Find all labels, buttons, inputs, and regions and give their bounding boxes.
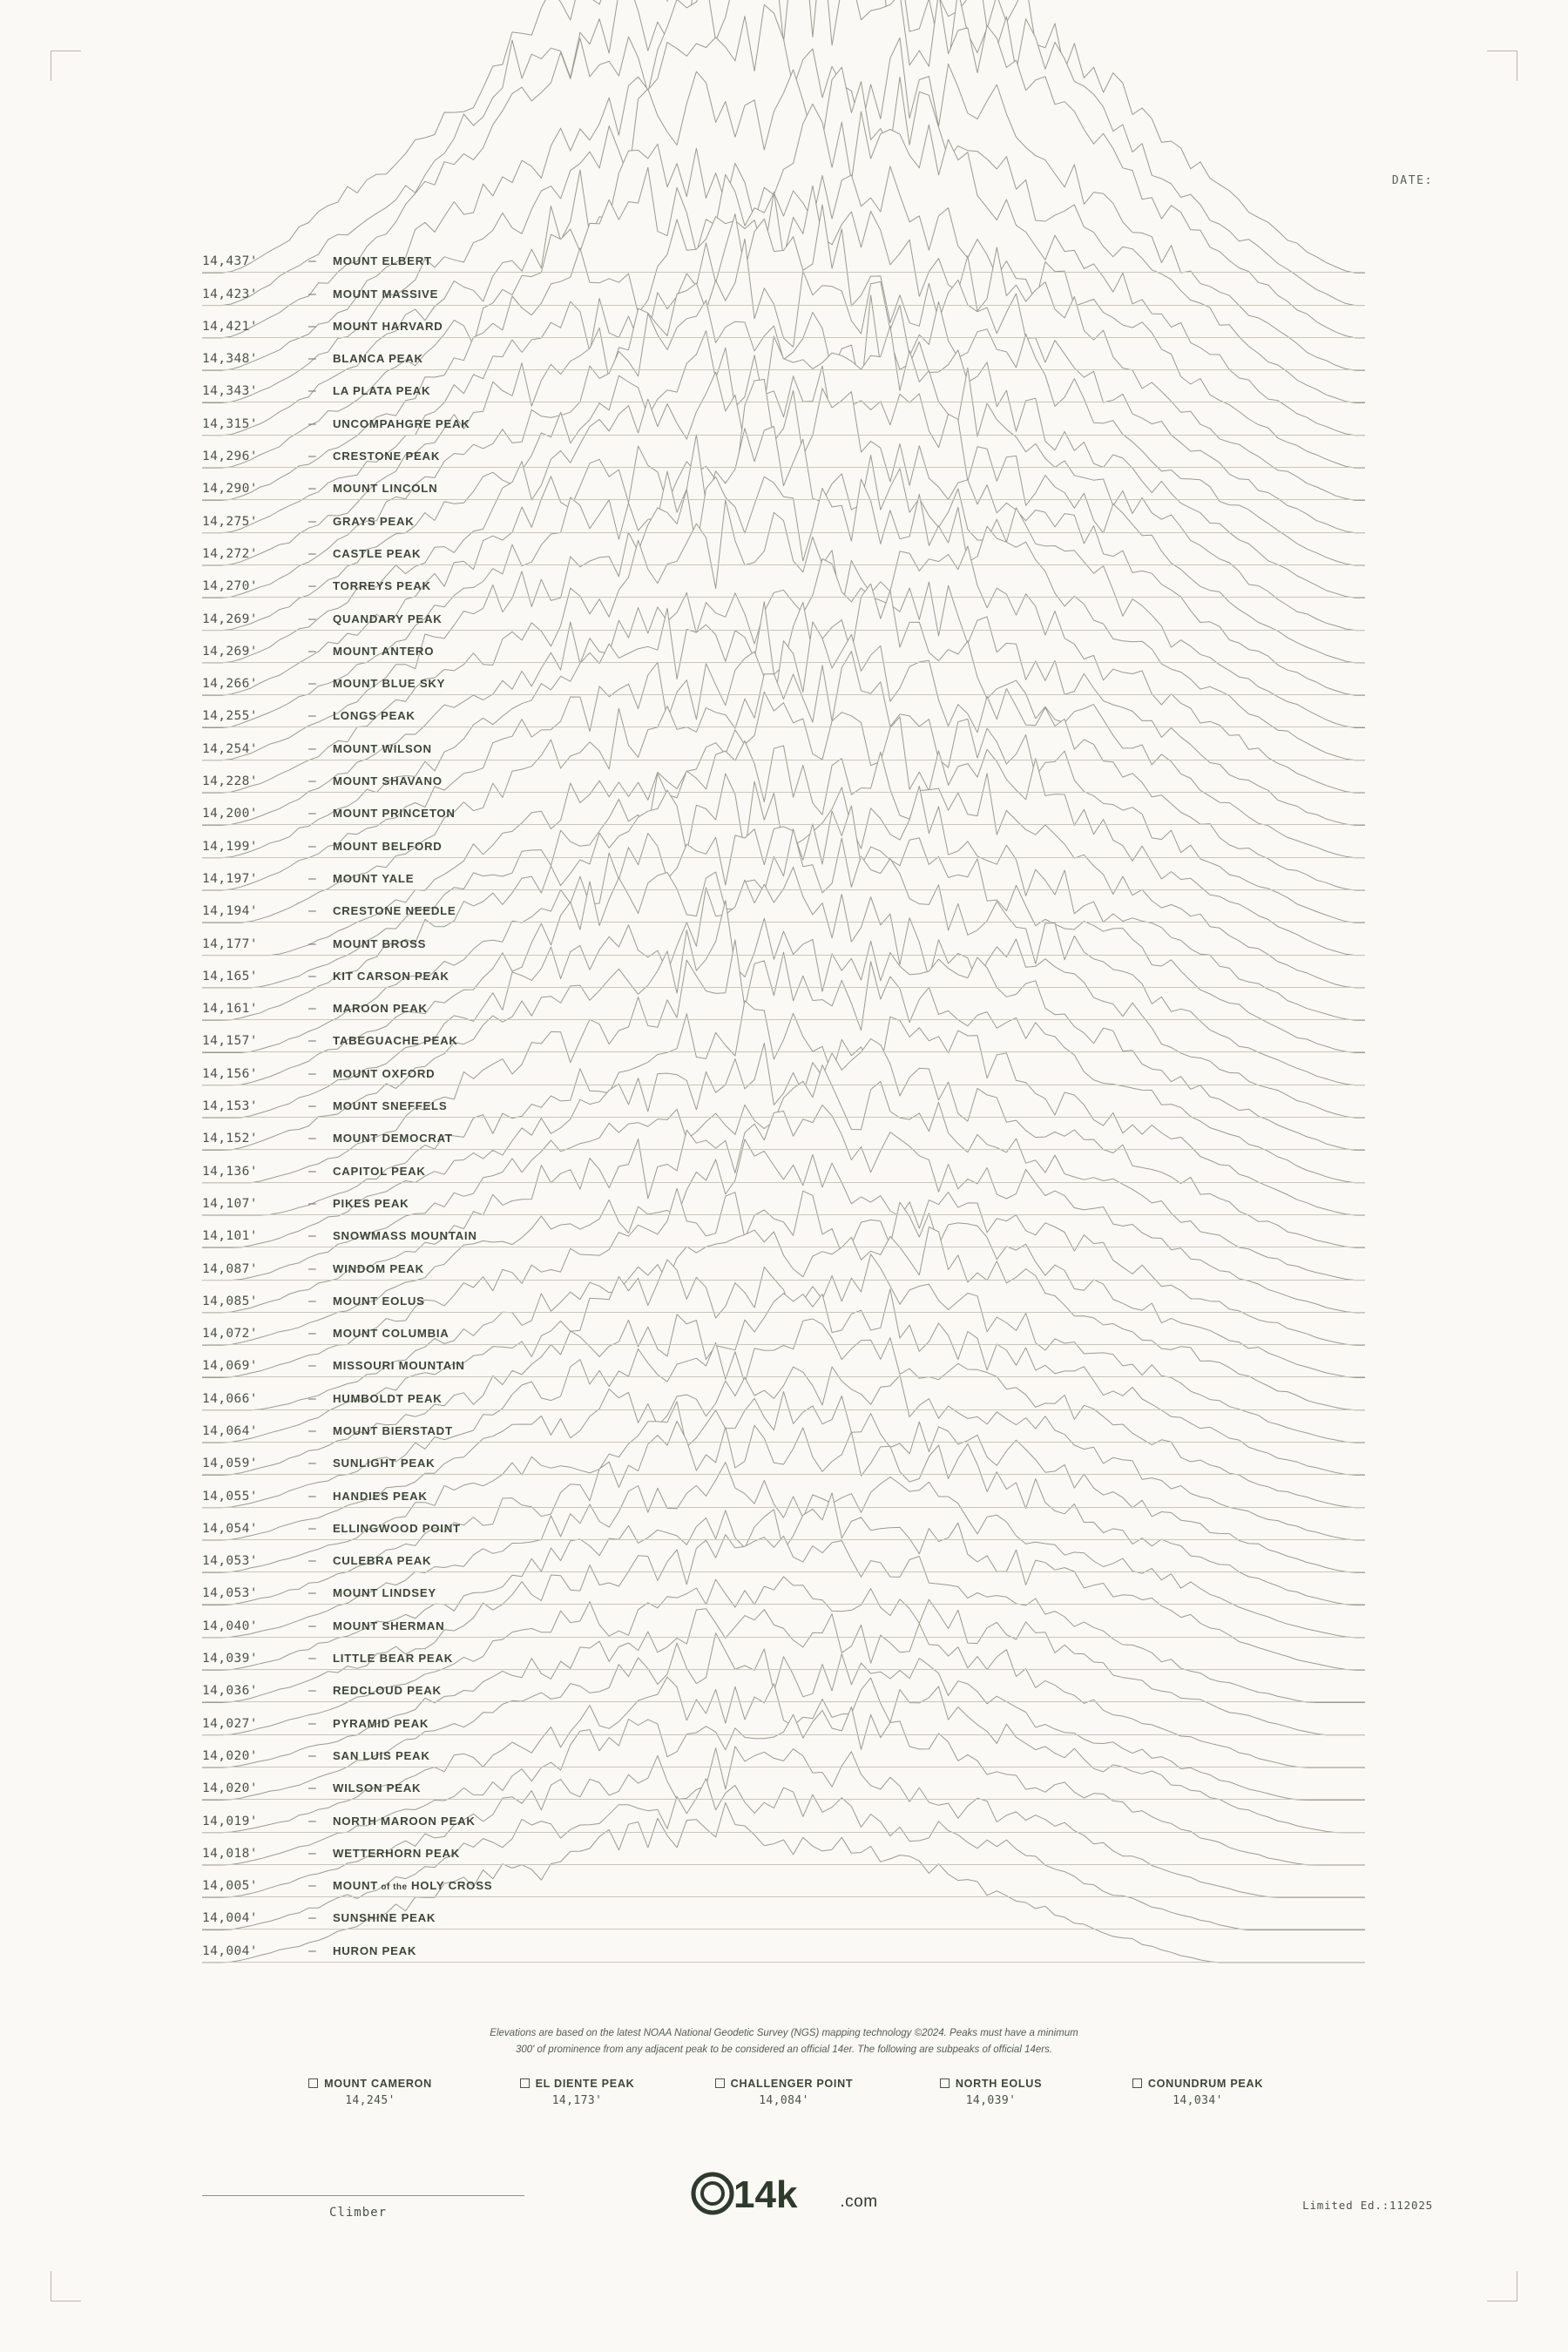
peak-elevation: 14,161': [202, 1002, 258, 1017]
row-dash: —: [308, 1846, 316, 1861]
peak-name: MOUNT ANTERO: [333, 644, 435, 658]
crop-mark-top-left: [51, 51, 81, 81]
table-row: [202, 1735, 1365, 1767]
table-row: [202, 240, 1365, 273]
table-row: [202, 1605, 1365, 1637]
subpeak-label: CONUNDRUM PEAK: [1147, 2078, 1264, 2090]
table-row: [202, 402, 1365, 435]
row-dash: —: [308, 741, 316, 756]
subpeak-label: NORTH EOLUS: [955, 2078, 1043, 2090]
subpeak-elevation: 14,173': [551, 2094, 603, 2107]
row-dash: —: [308, 319, 316, 334]
peak-name: MOUNT LINDSEY: [333, 1586, 436, 1600]
table-row: [202, 436, 1365, 468]
row-dash: —: [308, 1489, 316, 1504]
peak-elevation: 14,019': [202, 1814, 258, 1828]
checkbox-icon[interactable]: [940, 2078, 950, 2088]
table-row: [202, 793, 1365, 825]
peak-elevation: 14,194': [202, 904, 258, 919]
row-dash: —: [308, 1586, 316, 1601]
row-dash: —: [308, 1261, 316, 1276]
peak-elevation: 14,087': [202, 1261, 258, 1276]
peak-name: TORREYS PEAK: [333, 579, 431, 593]
peak-name: MOUNT YALE: [333, 871, 415, 885]
peak-elevation: 14,423': [202, 287, 258, 301]
peak-elevation: 14,107': [202, 1196, 258, 1211]
peak-name: MAROON PEAK: [333, 1002, 428, 1016]
table-row: [202, 1085, 1365, 1118]
table-row: [202, 1183, 1365, 1215]
peak-elevation: 14,199': [202, 839, 258, 854]
peak-elevation: 14,036': [202, 1684, 258, 1699]
subpeak-name: [504, 2078, 652, 2090]
table-row: [202, 1670, 1365, 1702]
peak-name: REDCLOUD PEAK: [333, 1684, 442, 1698]
peak-name: LITTLE BEAR PEAK: [333, 1652, 454, 1666]
date-label: DATE:: [1391, 174, 1433, 187]
peak-name: MOUNT BROSS: [333, 936, 427, 950]
peak-elevation: 14,153': [202, 1099, 258, 1114]
subpeak-list: [296, 2078, 1272, 2107]
peak-elevation: 14,004': [202, 1943, 258, 1958]
peak-elevation: 14,040': [202, 1619, 258, 1633]
peak-elevation: 14,101': [202, 1229, 258, 1244]
table-row: [202, 1767, 1365, 1800]
row-dash: —: [308, 1391, 316, 1406]
crop-mark-top-right: [1487, 51, 1517, 81]
subpeak-elevation: 14,245': [345, 2094, 395, 2107]
peak-name: MOUNT BLUE SKY: [333, 677, 446, 691]
peak-name: PYRAMID PEAK: [333, 1716, 429, 1730]
table-row: [202, 1702, 1365, 1734]
peak-name: HUMBOLDT PEAK: [333, 1391, 443, 1405]
row-dash: —: [308, 416, 316, 431]
row-dash: —: [308, 1456, 316, 1471]
row-dash: —: [308, 839, 316, 854]
peak-name: MOUNT EOLUS: [333, 1294, 425, 1308]
row-dash: —: [308, 1781, 316, 1796]
subpeak-label: EL DIENTE PEAK: [535, 2078, 635, 2090]
peak-name: PIKES PEAK: [333, 1196, 409, 1210]
checkbox-icon[interactable]: [715, 2078, 725, 2088]
peak-elevation: 14,200': [202, 807, 258, 821]
peak-name: NORTH MAROON PEAK: [333, 1814, 476, 1828]
peak-elevation: 14,069': [202, 1359, 258, 1374]
row-dash: —: [308, 904, 316, 919]
peak-name: ELLINGWOOD POINT: [333, 1521, 461, 1535]
peak-name: MOUNT SHAVANO: [333, 774, 443, 788]
table-row: [202, 1345, 1365, 1377]
peak-elevation: 14,266': [202, 677, 258, 692]
footnote-line-1: Elevations are based on the latest NOAA National Geodetic Survey (NGS) mapping technology ©2024. Peaks must have a minimum: [490, 2028, 1078, 2038]
row-dash: —: [308, 1002, 316, 1017]
table-row: [202, 1508, 1365, 1540]
subpeak-item: [710, 2078, 858, 2107]
peak-name: TABEGUACHE PEAK: [333, 1034, 458, 1048]
peak-elevation: 14,085': [202, 1294, 258, 1308]
peak-elevation: 14,053': [202, 1554, 258, 1569]
peak-elevation: 14,157': [202, 1034, 258, 1049]
peak-name: WINDOM PEAK: [333, 1261, 424, 1275]
peak-name: KIT CARSON PEAK: [333, 969, 449, 983]
peak-elevation: 14,136': [202, 1164, 258, 1179]
row-dash: —: [308, 1652, 316, 1666]
table-row: [202, 1410, 1365, 1443]
peak-elevation: 14,054': [202, 1521, 258, 1536]
peak-name: BLANCA PEAK: [333, 352, 423, 366]
peak-name: MOUNT SHERMAN: [333, 1619, 445, 1632]
peak-elevation: 14,296': [202, 449, 258, 464]
row-dash: —: [308, 1911, 316, 1926]
row-dash: —: [308, 1327, 316, 1342]
table-row: [202, 1572, 1365, 1605]
peak-name: MOUNT OXFORD: [333, 1066, 436, 1080]
peak-name: MOUNT COLUMBIA: [333, 1327, 449, 1341]
peak-elevation: 14,177': [202, 936, 258, 951]
table-row: [202, 533, 1365, 565]
subpeak-item: [296, 2078, 444, 2107]
footnote-line-2: 300' of prominence from any adjacent peak to be considered an official 14er. The following are subpeaks of official 14ers.: [515, 2044, 1053, 2055]
row-rule: [202, 1962, 1365, 1963]
peak-elevation: 14,156': [202, 1066, 258, 1081]
table-row: [202, 1475, 1365, 1507]
subpeak-label: MOUNT CAMERON: [324, 2078, 432, 2090]
peak-name: MISSOURI MOUNTAIN: [333, 1359, 465, 1373]
peak-elevation: 14,005': [202, 1879, 258, 1894]
table-row: [202, 1800, 1365, 1832]
row-dash: —: [308, 1619, 316, 1633]
table-row: [202, 1833, 1365, 1865]
peak-elevation: 14,020': [202, 1781, 258, 1796]
peak-name: WETTERHORN PEAK: [333, 1846, 461, 1860]
table-row: [202, 1638, 1365, 1670]
table-row: [202, 727, 1365, 760]
svg-text:14k: 14k: [733, 2173, 798, 2216]
peak-name: SUNLIGHT PEAK: [333, 1456, 436, 1470]
row-dash: —: [308, 1423, 316, 1438]
row-dash: —: [308, 1716, 316, 1731]
table-row: [202, 956, 1365, 988]
row-dash: —: [308, 449, 316, 464]
peak-row-list: [202, 240, 1365, 1963]
table-row: [202, 1150, 1365, 1182]
peak-name: MOUNT MASSIVE: [333, 287, 439, 301]
row-dash: —: [308, 514, 316, 529]
peak-name: MOUNT LINCOLN: [333, 482, 438, 496]
peak-elevation: 14,197': [202, 871, 258, 886]
subpeak-item: [1124, 2078, 1272, 2107]
peak-elevation: 14,152': [202, 1132, 258, 1146]
brand-domain-suffix: .com: [840, 2193, 878, 2211]
peak-name: CRESTONE NEEDLE: [333, 904, 456, 918]
peak-name: WILSON PEAK: [333, 1781, 422, 1795]
peak-name: MOUNT BIERSTADT: [333, 1423, 453, 1437]
table-row: [202, 273, 1365, 305]
checkbox-icon[interactable]: [1132, 2078, 1142, 2088]
row-dash: —: [308, 1099, 316, 1114]
checkbox-icon[interactable]: [308, 2078, 318, 2088]
peak-elevation: 14,072': [202, 1327, 258, 1342]
subpeak-item: [504, 2078, 652, 2107]
table-row: [202, 370, 1365, 402]
peak-name: MOUNT WILSON: [333, 741, 432, 755]
peak-elevation: 14,437': [202, 254, 258, 269]
peak-elevation: 14,343': [202, 384, 258, 399]
row-dash: —: [308, 352, 316, 367]
table-row: [202, 565, 1365, 598]
peak-name: MOUNT DEMOCRAT: [333, 1132, 453, 1146]
row-dash: —: [308, 1748, 316, 1763]
table-row: [202, 631, 1365, 663]
peak-elevation: 14,421': [202, 319, 258, 334]
peak-elevation: 14,269': [202, 644, 258, 659]
peak-name: SUNSHINE PEAK: [333, 1911, 436, 1925]
peak-name: SAN LUIS PEAK: [333, 1748, 430, 1762]
peak-elevation: 14,020': [202, 1748, 258, 1763]
row-dash: —: [308, 1521, 316, 1536]
table-row: [202, 663, 1365, 695]
row-dash: —: [308, 254, 316, 269]
row-dash: —: [308, 1359, 316, 1374]
table-row: [202, 1313, 1365, 1345]
table-row: [202, 988, 1365, 1020]
footnote: [0, 2025, 1568, 2058]
row-dash: —: [308, 1066, 316, 1081]
table-row: [202, 1215, 1365, 1247]
peak-name: MOUNT BELFORD: [333, 839, 443, 853]
subpeak-name: [710, 2078, 858, 2090]
row-dash: —: [308, 287, 316, 301]
peak-elevation: 14,165': [202, 969, 258, 983]
table-row: [202, 923, 1365, 955]
table-row: [202, 858, 1365, 890]
table-row: [202, 1897, 1365, 1930]
subpeak-label: CHALLENGER POINT: [730, 2078, 854, 2090]
ridgeline-chart: [202, 131, 1365, 1960]
row-dash: —: [308, 1943, 316, 1958]
table-row: [202, 1118, 1365, 1150]
peak-name: HANDIES PEAK: [333, 1489, 428, 1503]
peak-elevation: 14,254': [202, 741, 258, 756]
peak-elevation: 14,255': [202, 709, 258, 724]
peak-elevation: 14,064': [202, 1423, 258, 1438]
row-dash: —: [308, 482, 316, 497]
peak-elevation: 14,066': [202, 1391, 258, 1406]
row-dash: —: [308, 677, 316, 692]
row-dash: —: [308, 1684, 316, 1699]
peak-name: MOUNT PRINCETON: [333, 807, 456, 821]
row-dash: —: [308, 807, 316, 821]
row-dash: —: [308, 936, 316, 951]
table-row: [202, 468, 1365, 500]
table-row: [202, 1020, 1365, 1052]
peak-name: MOUNT SNEFFELS: [333, 1099, 448, 1113]
table-row: [202, 1540, 1365, 1572]
checkbox-icon[interactable]: [520, 2078, 530, 2088]
peak-name: QUANDARY PEAK: [333, 612, 443, 625]
peak-elevation: 14,027': [202, 1716, 258, 1731]
peak-elevation: 14,315': [202, 416, 258, 431]
table-row: [202, 598, 1365, 630]
row-dash: —: [308, 1294, 316, 1308]
subpeak-name: [296, 2078, 444, 2090]
subpeak-name: [917, 2078, 1065, 2090]
peak-name: LA PLATA PEAK: [333, 384, 431, 398]
peak-elevation: 14,039': [202, 1652, 258, 1666]
peak-name: CASTLE PEAK: [333, 546, 422, 560]
peak-elevation: 14,053': [202, 1586, 258, 1601]
row-dash: —: [308, 871, 316, 886]
table-row: [202, 500, 1365, 532]
peak-elevation: 14,270': [202, 579, 258, 594]
row-dash: —: [308, 1229, 316, 1244]
peak-elevation: 14,055': [202, 1489, 258, 1504]
table-row: [202, 1865, 1365, 1897]
row-dash: —: [308, 1554, 316, 1569]
table-row: [202, 1052, 1365, 1085]
row-dash: —: [308, 384, 316, 399]
row-dash: —: [308, 1164, 316, 1179]
table-row: [202, 1377, 1365, 1409]
table-row: [202, 890, 1365, 923]
peak-elevation: 14,290': [202, 482, 258, 497]
co14k-mark-icon: [690, 2169, 838, 2221]
row-dash: —: [308, 579, 316, 594]
peak-name: GRAYS PEAK: [333, 514, 415, 528]
peak-name: UNCOMPAHGRE PEAK: [333, 416, 470, 430]
row-dash: —: [308, 644, 316, 659]
peak-elevation: 14,018': [202, 1846, 258, 1861]
peak-elevation: 14,228': [202, 774, 258, 789]
crop-mark-bottom-right: [1487, 2271, 1517, 2301]
peak-name: CRESTONE PEAK: [333, 449, 441, 463]
table-row: [202, 338, 1365, 370]
table-row: [202, 695, 1365, 727]
subpeak-elevation: 14,039': [965, 2094, 1017, 2107]
table-row: [202, 1443, 1365, 1475]
table-row: [202, 1930, 1365, 1962]
row-dash: —: [308, 546, 316, 561]
peak-name: SNOWMASS MOUNTAIN: [333, 1229, 477, 1243]
row-dash: —: [308, 1196, 316, 1211]
row-dash: —: [308, 1879, 316, 1894]
peak-name: MOUNT ELBERT: [333, 254, 432, 268]
table-row: [202, 306, 1365, 338]
edition-label: Limited Ed.:112025: [1302, 2199, 1433, 2212]
subpeak-name: [1124, 2078, 1272, 2090]
peak-elevation: 14,269': [202, 612, 258, 626]
peak-name: LONGS PEAK: [333, 709, 416, 723]
subpeak-elevation: 14,084': [759, 2094, 809, 2107]
row-dash: —: [308, 709, 316, 724]
peak-elevation: 14,275': [202, 514, 258, 529]
row-dash: —: [308, 1132, 316, 1146]
crop-mark-bottom-left: [51, 2271, 81, 2301]
table-row: [202, 760, 1365, 793]
row-dash: —: [308, 969, 316, 983]
table-row: [202, 1281, 1365, 1313]
peak-name: CAPITOL PEAK: [333, 1164, 426, 1178]
brand-logo: [0, 2169, 1568, 2221]
table-row: [202, 1247, 1365, 1280]
subpeak-elevation: 14,034': [1173, 2094, 1223, 2107]
row-dash: —: [308, 612, 316, 626]
peak-name: MOUNT of the HOLY CROSS: [333, 1879, 493, 1893]
peak-elevation: 14,059': [202, 1456, 258, 1471]
peak-elevation: 14,004': [202, 1911, 258, 1926]
table-row: [202, 825, 1365, 857]
subpeak-item: [917, 2078, 1065, 2107]
peak-name: MOUNT HARVARD: [333, 319, 443, 333]
peak-elevation: 14,348': [202, 352, 258, 367]
row-dash: —: [308, 774, 316, 789]
row-dash: —: [308, 1814, 316, 1828]
row-dash: —: [308, 1034, 316, 1049]
signature-label: Climber: [329, 2206, 388, 2220]
peak-name: CULEBRA PEAK: [333, 1554, 432, 1568]
peak-elevation: 14,272': [202, 546, 258, 561]
peak-name: HURON PEAK: [333, 1943, 417, 1957]
